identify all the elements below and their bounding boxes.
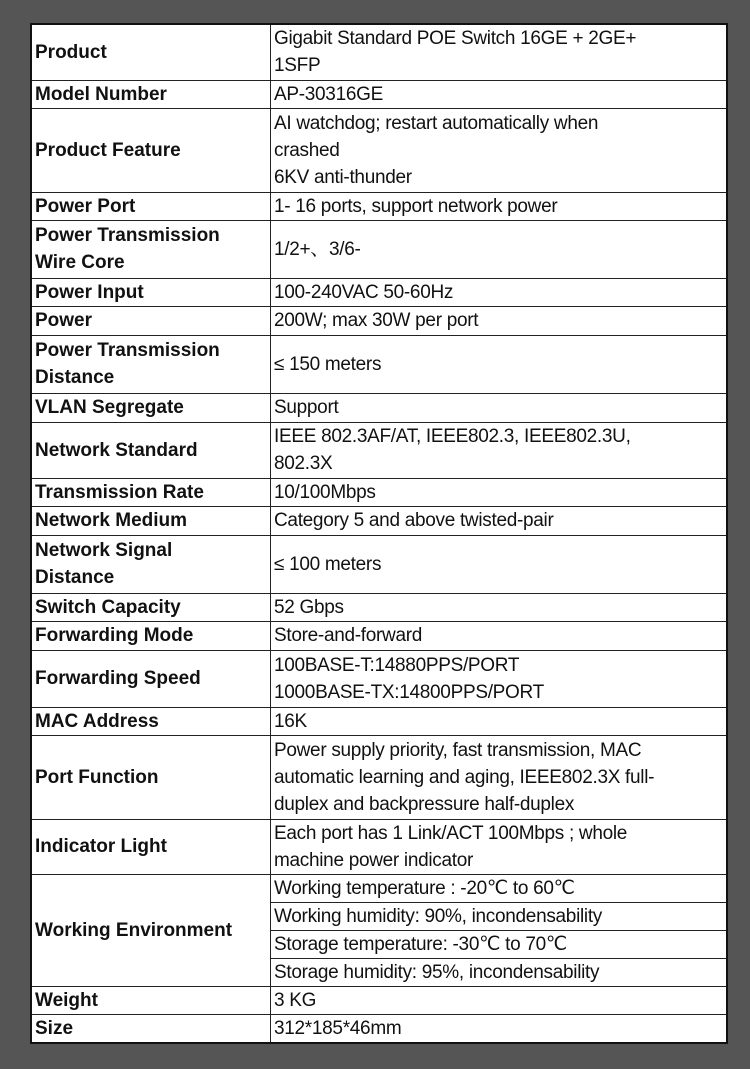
spec-row <box>31 986 727 1014</box>
spec-label: Forwarding Speed <box>31 650 271 707</box>
spec-value-line: automatic learning and aging, IEEE802.3X full- <box>274 766 655 788</box>
spec-value <box>271 335 728 393</box>
spec-row <box>31 506 727 535</box>
spec-row <box>31 593 727 621</box>
spec-value-line: ≤ 150 meters <box>274 353 382 375</box>
spec-row <box>31 650 727 707</box>
spec-value <box>271 393 728 422</box>
spec-label: Indicator Light <box>31 819 271 874</box>
spec-value-line: duplex and backpressure half-duplex <box>274 793 575 815</box>
spec-table <box>30 23 728 1044</box>
spec-row <box>31 819 727 874</box>
spec-value-line: 100-240VAC 50-60Hz <box>274 281 454 303</box>
spec-value-line: Category 5 and above twisted-pair <box>274 510 554 531</box>
spec-row <box>31 535 727 593</box>
spec-label: Power Input <box>31 278 271 306</box>
spec-row <box>31 621 727 650</box>
spec-value <box>271 80 728 108</box>
spec-value-line: Each port has 1 Link/ACT 100Mbps ; whole <box>274 822 628 844</box>
spec-label: Weight <box>31 986 271 1014</box>
spec-label: Product <box>31 24 271 80</box>
spec-value: Working temperature : -20℃ to 60℃ <box>271 874 728 902</box>
spec-row <box>31 108 727 192</box>
spec-row <box>31 80 727 108</box>
spec-value-line: machine power indicator <box>274 849 474 871</box>
spec-row <box>31 306 727 335</box>
spec-value-line: 1SFP <box>274 55 321 77</box>
spec-label: Network Standard <box>31 422 271 478</box>
spec-value <box>271 108 728 192</box>
spec-value: Storage humidity: 95%, incondensability <box>271 958 728 986</box>
spec-row-environment <box>31 874 727 902</box>
spec-value <box>271 192 728 220</box>
spec-value-line: ≤ 100 meters <box>274 553 382 575</box>
spec-row <box>31 192 727 220</box>
spec-value: Working humidity: 90%, incondensability <box>271 902 728 930</box>
spec-value-line: crashed <box>274 139 340 161</box>
spec-label-line: Wire Core <box>35 252 125 273</box>
spec-value <box>271 650 728 707</box>
spec-row <box>31 335 727 393</box>
spec-label: Switch Capacity <box>31 593 271 621</box>
spec-value-line: 52 Gbps <box>274 596 344 618</box>
spec-value-line: Gigabit Standard POE Switch 16GE + 2GE+ <box>274 28 637 50</box>
spec-value <box>271 707 728 735</box>
spec-row <box>31 278 727 306</box>
spec-label: Size <box>31 1014 271 1043</box>
spec-value-line: Power supply priority, fast transmission, MAC <box>274 739 642 761</box>
spec-label: Transmission Rate <box>31 478 271 506</box>
spec-value <box>271 819 728 874</box>
spec-value-line: 1- 16 ports, support network power <box>274 195 558 217</box>
spec-value-line: 200W; max 30W per port <box>274 310 479 331</box>
spec-label: Product Feature <box>31 108 271 192</box>
spec-row <box>31 735 727 819</box>
spec-value <box>271 593 728 621</box>
spec-label: Working Environment <box>31 874 271 986</box>
spec-value: 3 KG <box>271 986 728 1014</box>
spec-label-line: Distance <box>35 367 115 388</box>
spec-value <box>271 278 728 306</box>
spec-value: 312*185*46mm <box>271 1014 728 1043</box>
spec-label: VLAN Segregate <box>31 393 271 422</box>
spec-label: Forwarding Mode <box>31 621 271 650</box>
spec-value-line: AI watchdog; restart automatically when <box>274 112 599 134</box>
spec-row <box>31 393 727 422</box>
spec-label <box>31 220 271 278</box>
spec-value-line: 1/2+、3/6- <box>274 238 361 260</box>
spec-row <box>31 707 727 735</box>
spec-value-line: Support <box>274 397 339 418</box>
spec-row <box>31 422 727 478</box>
spec-value-line: 16K <box>274 710 307 732</box>
spec-label <box>31 535 271 593</box>
spec-value-line: AP-30316GE <box>274 83 383 105</box>
spec-value <box>271 506 728 535</box>
spec-label: Model Number <box>31 80 271 108</box>
spec-label-line: Distance <box>35 567 115 588</box>
spec-label-line: Power Transmission <box>35 225 220 246</box>
spec-label <box>31 335 271 393</box>
spec-row <box>31 24 727 80</box>
spec-label-line: Network Signal <box>35 540 173 561</box>
spec-value <box>271 306 728 335</box>
spec-label: Port Function <box>31 735 271 819</box>
spec-row <box>31 220 727 278</box>
spec-label: Network Medium <box>31 506 271 535</box>
spec-value-line: 1000BASE-TX:14800PPS/PORT <box>274 681 544 703</box>
spec-value-line: 802.3X <box>274 453 333 474</box>
spec-value <box>271 478 728 506</box>
spec-row <box>31 1014 727 1043</box>
spec-label: Power <box>31 306 271 335</box>
spec-value <box>271 735 728 819</box>
spec-value <box>271 535 728 593</box>
spec-value-line: 6KV anti-thunder <box>274 166 412 188</box>
spec-value-line: 10/100Mbps <box>274 481 376 503</box>
spec-label: MAC Address <box>31 707 271 735</box>
spec-value <box>271 220 728 278</box>
spec-value-line: 100BASE-T:14880PPS/PORT <box>274 654 520 676</box>
spec-row <box>31 478 727 506</box>
spec-label: Power Port <box>31 192 271 220</box>
spec-value <box>271 422 728 478</box>
spec-value <box>271 24 728 80</box>
spec-label-line: Power Transmission <box>35 340 220 361</box>
spec-value <box>271 621 728 650</box>
spec-value-line: Store-and-forward <box>274 625 423 646</box>
spec-value-line: IEEE 802.3AF/AT, IEEE802.3, IEEE802.3U, <box>274 426 631 447</box>
spec-value: Storage temperature: -30℃ to 70℃ <box>271 930 728 958</box>
